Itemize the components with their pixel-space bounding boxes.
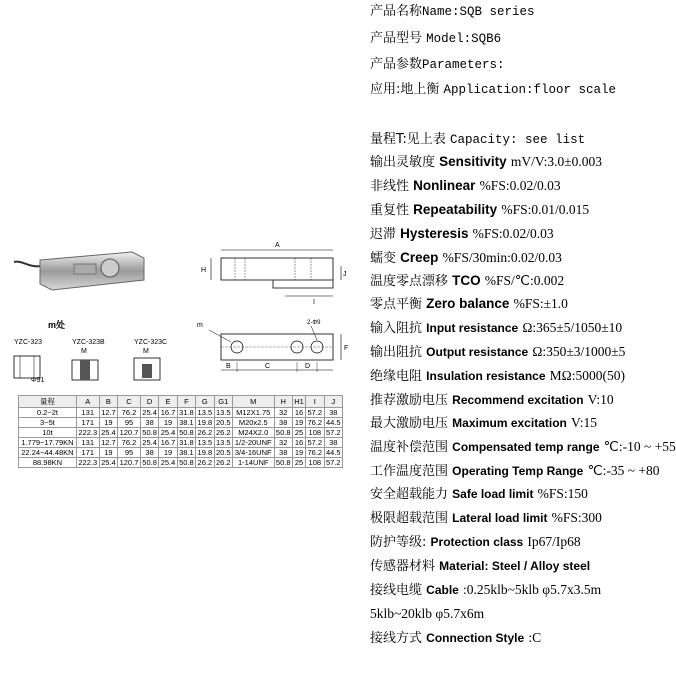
dim-d: D: [305, 363, 311, 370]
table-cell: 26.2: [215, 428, 231, 437]
spec-cn-label: 迟滞: [370, 227, 397, 242]
table-header-cell: G1: [214, 396, 232, 408]
spec-cn-label: 推荐激励电压: [370, 393, 449, 408]
spec-cn-label: 非线性: [370, 179, 410, 194]
table-cell: 3/4-16UNF: [232, 448, 274, 458]
spec-value: Ip67/Ip68: [527, 534, 581, 549]
table-header-cell: A: [76, 396, 99, 408]
table-cell: 12.7: [101, 438, 116, 447]
phi-label: Φ91: [31, 377, 45, 384]
table-cell: 38: [324, 408, 342, 418]
table-cell: 38: [274, 448, 292, 458]
table-cell: 25.4: [160, 428, 176, 437]
table-header-cell: I: [306, 396, 324, 408]
spec-cn-label: 工作温度范围: [370, 464, 449, 479]
spec-row: [370, 463, 660, 480]
top-view-drawing: [195, 312, 355, 382]
m-label-2: M: [81, 348, 87, 355]
spec-row: [370, 320, 622, 337]
table-cell: 50.8: [142, 428, 157, 437]
spec-row: [370, 630, 541, 647]
table-cell: 32: [274, 408, 292, 418]
table-cell: 120.7: [119, 428, 139, 437]
table-row: [19, 418, 343, 428]
table-row: [19, 458, 343, 468]
spec-cn-label: 蠕变: [370, 251, 397, 266]
spec-cn-label: 接线电缆: [370, 583, 423, 598]
table-header-cell: D: [140, 396, 158, 408]
dim-h: H: [201, 267, 207, 274]
spec-cn-label: 零点平衡: [370, 297, 423, 312]
spec-row: [370, 392, 614, 409]
spec-row: [370, 415, 597, 432]
spec-en-label: Material: Steel / Alloy steel: [439, 559, 591, 573]
table-cell: M24X2.0: [232, 428, 274, 438]
table-cell: 50.8: [142, 458, 157, 467]
table-body: [19, 408, 343, 468]
spec-value: Ω:350±3/1000±5: [532, 344, 626, 359]
table-cell: 20.5: [215, 418, 231, 427]
table-row: [19, 428, 343, 438]
table-cell: 19: [99, 448, 117, 458]
table-cell: 13.5: [215, 438, 231, 447]
table-cell: 19.8: [197, 418, 213, 427]
table-cell: 10t: [19, 428, 77, 438]
spec-cn-label: 重复性: [370, 203, 410, 218]
table-cell: 25.4: [160, 458, 176, 467]
table-row: [19, 408, 343, 418]
table-cell: 12.7: [101, 408, 116, 417]
table-header-cell: B: [99, 396, 117, 408]
table-cell: 31.8: [179, 408, 194, 417]
table-cell: 25.4: [142, 438, 157, 447]
table-header-cell: E: [159, 396, 177, 408]
spec-cn-label: 安全超载能力: [370, 487, 449, 502]
table-cell: 38: [274, 418, 292, 428]
table-cell: 1-14UNF: [232, 458, 274, 468]
spec-en-label: Creep: [400, 250, 439, 265]
table-cell: 19: [159, 418, 177, 428]
name-line: 产品名称Name:SQB series: [370, 4, 535, 19]
spec-row: [370, 344, 625, 361]
table-cell: 25: [292, 428, 305, 438]
table-header-cell: 量程: [19, 396, 77, 408]
label-m: m: [197, 322, 203, 329]
table-cell: 171: [76, 448, 99, 458]
spec-en-label: Nonlinear: [413, 178, 476, 193]
table-cell: 76.2: [307, 448, 323, 457]
table-header-cell: C: [118, 396, 141, 408]
spec-en-label: Sensitivity: [439, 154, 507, 169]
spec-value: ℃:-35 ~ +80: [587, 463, 660, 478]
table-cell: 76.2: [118, 438, 141, 448]
table-cell: 25.4: [142, 408, 157, 417]
spec-cn-label: 输入阻抗: [370, 321, 423, 336]
spec-en-label: Zero balance: [426, 296, 510, 311]
table-cell: 25.4: [101, 428, 116, 437]
table-cell: 19.8: [197, 448, 213, 457]
name-value: Name:SQB series: [422, 5, 535, 19]
table-cell: 19: [292, 448, 305, 458]
spec-cn-label: 防护等级:: [370, 535, 427, 550]
table-cell: 57.2: [325, 458, 341, 467]
spec-value: %FS:0.02/0.03: [479, 178, 561, 193]
table-cell: 38: [324, 438, 342, 448]
table-cell: 16: [292, 438, 305, 448]
spec-row: [370, 131, 585, 148]
side-view-drawing: [195, 238, 355, 308]
table-cell: 22.24~44.48KN: [19, 448, 77, 458]
table-cell: 222.3: [78, 458, 98, 467]
spec-value: MΩ:5000(50): [549, 368, 625, 383]
spec-en-label: Repeatability: [413, 202, 498, 217]
table-cell: 95: [118, 418, 141, 428]
table-cell: 76.2: [118, 408, 141, 418]
spec-cn-label: 输出灵敏度: [370, 155, 436, 170]
table-cell: 19: [159, 448, 177, 458]
spec-row: [370, 510, 602, 527]
table-cell: 108: [306, 458, 324, 468]
table-cell: 26.2: [197, 458, 213, 467]
spec-cn-label: 最大激励电压: [370, 416, 449, 431]
table-cell: 57.2: [307, 408, 323, 417]
table-cell: 16: [292, 408, 305, 418]
spec-cn-label: 绝缘电阻: [370, 369, 423, 384]
yzc-label-3: YZC-323C: [134, 339, 168, 346]
table-cell: 13.5: [197, 408, 213, 417]
spec-row: [370, 154, 602, 171]
spec-en-label: TCO: [452, 273, 481, 288]
spec-value: mV/V:3.0±0.003: [510, 154, 602, 169]
table-cell: 13.5: [197, 438, 213, 447]
spec-row: [370, 606, 484, 623]
table-cell: 44.5: [325, 448, 341, 457]
table-cell: M12X1.75: [232, 408, 274, 418]
table-cell: 16.7: [160, 408, 176, 417]
spec-cn-label: 极限超载范围: [370, 511, 449, 526]
spec-en-label: Lateral load limit: [452, 511, 548, 525]
section-title: m处: [48, 320, 66, 330]
table-cell: 44.5: [325, 418, 341, 427]
spec-en-label: Maximum excitation: [452, 416, 567, 430]
spec-en-label: Operating Temp Range: [452, 464, 584, 478]
table-header-row: [19, 396, 343, 408]
table-cell: M20x2.5: [232, 418, 274, 428]
spec-cn-label: 量程T:见上表: [370, 132, 446, 147]
table-row: [19, 438, 343, 448]
table-cell: 50.8: [275, 428, 291, 437]
table-cell: 32: [274, 438, 292, 448]
spec-value: %FS:300: [551, 510, 602, 525]
params-line: 产品参数Parameters:: [370, 57, 505, 72]
table-cell: 25: [292, 458, 305, 468]
table-cell: 57.2: [325, 428, 341, 437]
table-cell: 38: [140, 448, 158, 458]
yzc-label-1: YZC-323: [14, 339, 43, 346]
table-cell: 50.8: [179, 428, 194, 437]
table-cell: 3~5t: [19, 418, 77, 428]
table-cell: 0.2~2t: [19, 408, 77, 418]
spec-en-label: Hysteresis: [400, 226, 469, 241]
table-cell: 19: [99, 418, 117, 428]
table-cell: 50.8: [275, 458, 291, 467]
spec-row: [370, 250, 562, 267]
dim-b: B: [226, 363, 231, 370]
spec-row: [370, 534, 581, 551]
table-cell: 38.1: [179, 418, 194, 427]
model-value: Model:SQB6: [426, 32, 502, 46]
spec-value: Ω:365±5/1050±10: [522, 320, 623, 335]
spec-value: ℃:-10 ~ +55: [603, 439, 676, 454]
table-cell: 171: [76, 418, 99, 428]
spec-en-label: Connection Style: [426, 631, 525, 645]
spec-value: %FS/30min:0.02/0.03: [442, 250, 562, 265]
spec-value: :C: [528, 630, 542, 645]
model-line: 产品型号 Model:SQB6: [370, 31, 502, 46]
table-cell: 76.2: [307, 418, 323, 427]
dim-a: A: [275, 242, 280, 249]
spec-value: V:10: [587, 392, 614, 407]
spec-value: %FS:0.01/0.015: [501, 202, 590, 217]
spec-value: V:15: [571, 415, 597, 430]
table-cell: 222.3: [78, 428, 98, 437]
table-cell: 26.2: [197, 428, 213, 437]
table-header-cell: H1: [294, 397, 304, 406]
spec-cn-label: 传感器材料: [370, 559, 436, 574]
spec-value: %FS/℃:0.002: [484, 273, 565, 288]
spec-en-label: Input resistance: [426, 321, 519, 335]
table-header-cell: G: [196, 396, 214, 408]
application-line: 应用:地上衡 Application:floor scale: [370, 82, 617, 97]
m-label-3: M: [143, 348, 149, 355]
spec-row: [370, 273, 564, 290]
table-cell: 1/2-20UNF: [232, 438, 274, 448]
table-cell: 108: [306, 428, 324, 438]
spec-cn-label: 温度补偿范围: [370, 440, 449, 455]
table-cell: 16.7: [160, 438, 176, 447]
spec-value: 5klb~20klb φ5.7x6m: [370, 606, 485, 621]
spec-row: [370, 178, 561, 195]
spec-row: [370, 368, 625, 385]
table-cell: 31.8: [179, 438, 194, 447]
table-row: [19, 448, 343, 458]
table-header-cell: H: [274, 396, 292, 408]
spec-cn-label: 输出阻抗: [370, 345, 423, 360]
table-cell: 38.1: [179, 448, 194, 457]
spec-cn-label: 温度零点漂移: [370, 274, 449, 289]
table-cell: 20.5: [215, 448, 231, 457]
table-cell: 57.2: [307, 438, 323, 447]
yzc-label-2: YZC-323B: [72, 339, 105, 346]
spec-row: [370, 439, 676, 456]
table-cell: 131: [76, 438, 99, 448]
spec-row: [370, 296, 568, 313]
dim-i: I: [313, 299, 315, 306]
table-cell: 88.98KN: [19, 458, 77, 468]
spec-en-label: Compensated temp range: [452, 440, 600, 454]
spec-row: [370, 486, 588, 503]
table-header-cell: F: [177, 396, 195, 408]
spec-en-label: Safe load limit: [452, 487, 534, 501]
spec-en-label: Cable: [426, 583, 459, 597]
spec-value: :0.25klb~5klb φ5.7x3.5m: [462, 582, 602, 597]
spec-en-label: Recommend excitation: [452, 393, 584, 407]
spec-row: [370, 202, 589, 219]
table-cell: 95: [118, 448, 141, 458]
table-cell: 1.779~17.79KN: [19, 438, 77, 448]
spec-en-label: Protection class: [430, 535, 524, 549]
spec-value: %FS:0.02/0.03: [472, 226, 554, 241]
spec-en-label: Capacity: see list: [450, 133, 586, 147]
spec-row: [370, 582, 601, 599]
table-cell: 50.8: [179, 458, 194, 467]
spec-cn-label: 接线方式: [370, 631, 423, 646]
table-cell: 19: [292, 418, 305, 428]
spec-row: [370, 226, 554, 243]
spec-en-label: Output resistance: [426, 345, 529, 359]
load-cell-photo: [12, 240, 147, 300]
dim-f: F: [344, 345, 349, 352]
dim-j: J: [343, 271, 347, 278]
dimension-table: [18, 395, 343, 468]
table-header-cell: J: [324, 396, 342, 408]
table-cell: 38: [140, 418, 158, 428]
table-cell: 120.7: [119, 458, 139, 467]
table-cell: 13.5: [215, 408, 231, 417]
label-hole: 2-Φ9: [307, 320, 321, 326]
spec-row: [370, 558, 590, 575]
spec-value: %FS:±1.0: [513, 296, 568, 311]
table-cell: 131: [76, 408, 99, 418]
table-cell: 25.4: [101, 458, 116, 467]
table-cell: 26.2: [215, 458, 231, 467]
spec-en-label: Insulation resistance: [426, 369, 546, 383]
dim-c: C: [265, 363, 271, 370]
spec-value: %FS:150: [537, 486, 588, 501]
table-header-cell: M: [232, 396, 274, 408]
